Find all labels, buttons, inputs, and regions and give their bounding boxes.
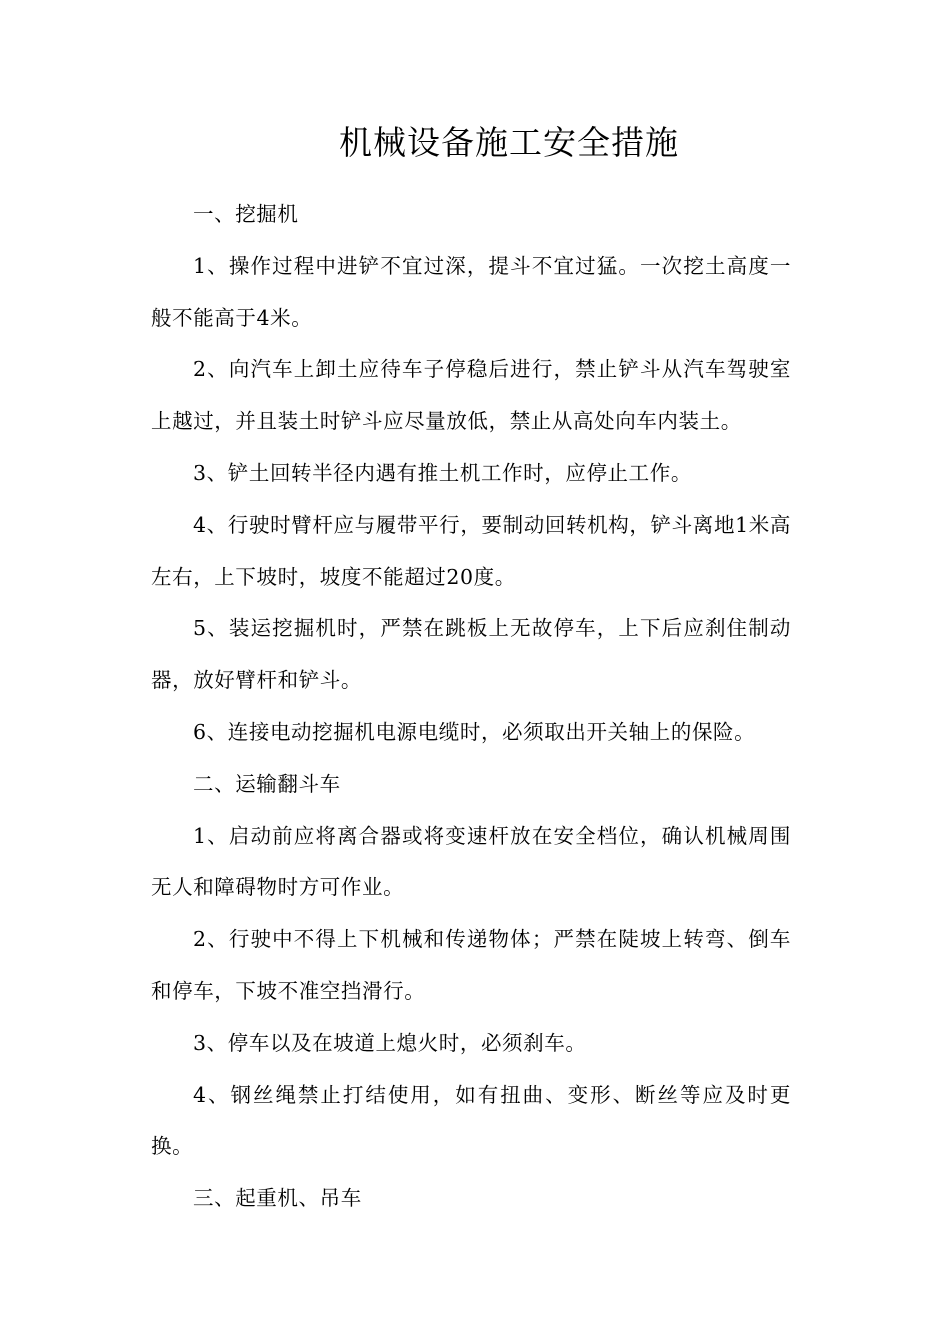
paragraph: 4、钢丝绳禁止打结使用，如有扭曲、变形、断丝等应及时更换。 [151,1082,791,1159]
paragraph: 2、行驶中不得上下机械和传递物体；严禁在陡坡上转弯、倒车和停车，下坡不准空挡滑行。 [151,927,791,1003]
document-title: 机械设备施工安全措施 [339,123,679,162]
paragraph: 3、停车以及在坡道上熄火时，必须刹车。 [193,1030,587,1055]
paragraph: 3、铲土回转半径内遇有推土机工作时，应停止工作。 [193,460,692,485]
section-heading-crane: 三、起重机、吊车 [193,1186,362,1211]
section-heading-dump-truck: 二、运输翻斗车 [193,771,341,796]
section-heading-excavator: 一、挖掘机 [193,202,299,226]
paragraph: 2、向汽车上卸土应待车子停稳后进行，禁止铲斗从汽车驾驶室上越过，并且装土时铲斗应尽量放低，禁止从高处向车内装土。 [151,357,791,434]
paragraph: 6、连接电动挖掘机电源电缆时，必须取出开关轴上的保险。 [193,719,756,744]
paragraph: 4、行驶时臂杆应与履带平行，要制动回转机构，铲斗离地1米高左右，上下坡时，坡度不能超过20度。 [151,512,791,589]
document-body [151,189,791,1225]
paragraph: 1、操作过程中进铲不宜过深，提斗不宜过猛。一次挖土高度一般不能高于4米。 [151,253,791,330]
paragraph: 5、装运挖掘机时，严禁在跳板上无故停车，上下后应刹住制动器，放好臂杆和铲斗。 [151,616,791,693]
paragraph: 1、启动前应将离合器或将变速杆放在安全档位，确认机械周围无人和障碍物时方可作业。 [151,823,791,900]
